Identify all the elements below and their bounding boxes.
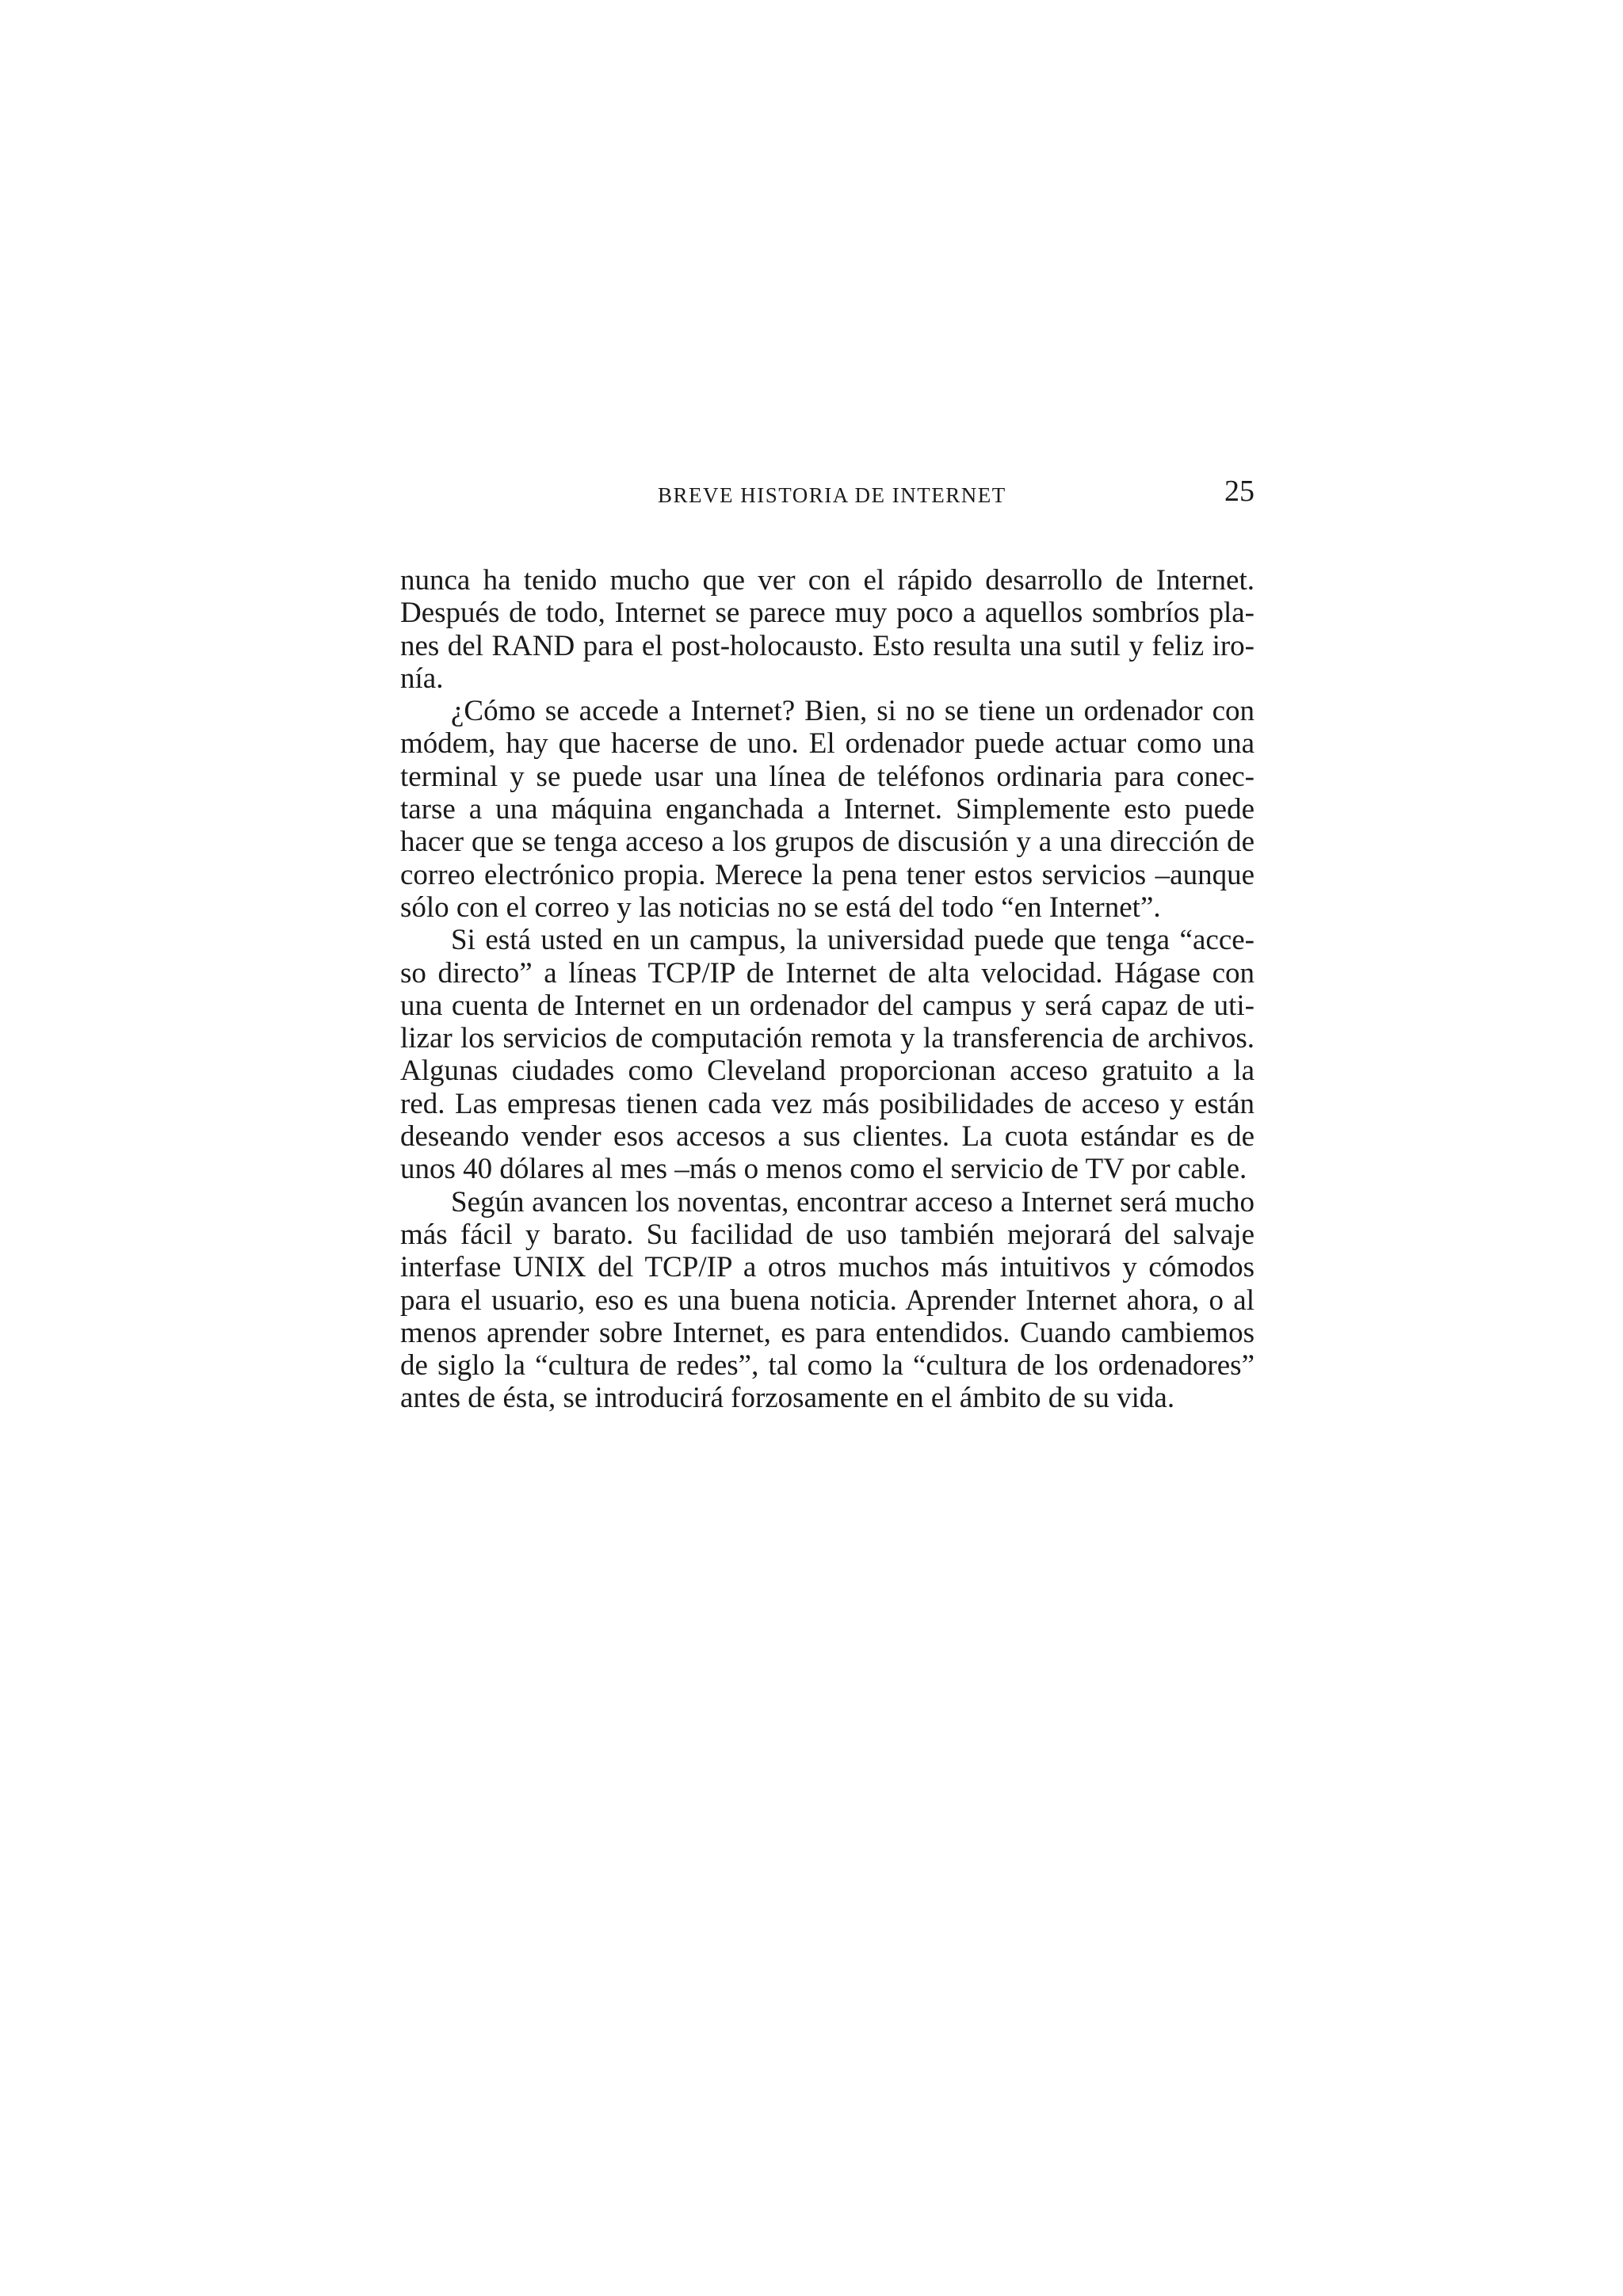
text-line: una cuenta de Internet en un ordenador del campus y será capaz de uti- xyxy=(400,989,1254,1022)
text-line: Después de todo, Internet se parece muy poco a aquellos sombríos pla- xyxy=(400,597,1254,630)
text-line: hacer que se tenga acceso a los grupos de discusión y a una dirección de xyxy=(400,826,1254,859)
text-line: lizar los servicios de computación remota y la transferencia de archivos. xyxy=(400,1022,1254,1055)
page-number: 25 xyxy=(1224,475,1254,508)
text-line: correo electrónico propia. Merece la pena tener estos servicios –aunque xyxy=(400,858,1254,891)
text-line: más fácil y barato. Su facilidad de uso también mejorará del salvaje xyxy=(400,1218,1254,1251)
text-line: so directo” a líneas TCP/IP de Internet de alta velocidad. Hágase con xyxy=(400,956,1254,990)
text-line: ¿Cómo se accede a Internet? Bien, si no se tiene un ordenador con xyxy=(451,695,1254,728)
text-line: antes de ésta, se introducirá forzosamente en el ámbito de su vida. xyxy=(400,1382,1175,1415)
text-line: unos 40 dólares al mes –más o menos como el servicio de TV por cable. xyxy=(400,1153,1247,1186)
text-line: terminal y se puede usar una línea de teléfonos ordinaria para conec- xyxy=(400,760,1254,793)
text-line: Algunas ciudades como Cleveland proporcionan acceso gratuito a la xyxy=(400,1055,1254,1088)
paragraph-4 xyxy=(400,1186,1254,1415)
text-line: de siglo la “cultura de redes”, tal como la “cultura de los ordenadores” xyxy=(400,1349,1254,1383)
text-line: red. Las empresas tienen cada vez más posibilidades de acceso y están xyxy=(400,1087,1254,1120)
text-line: sólo con el correo y las noticias no se está del todo “en Internet”. xyxy=(400,891,1161,924)
text-line: interfase UNIX del TCP/IP a otros muchos más intuitivos y cómodos xyxy=(400,1251,1254,1284)
text-line: nes del RAND para el post-holocausto. Esto resulta una sutil y feliz iro- xyxy=(400,629,1254,662)
paragraph-1 xyxy=(400,564,1254,695)
text-line: tarse a una máquina enganchada a Internet. Simplemente esto puede xyxy=(400,793,1254,826)
paragraph-3 xyxy=(400,924,1254,1185)
text-line: módem, hay que hacerse de uno. El ordenador puede actuar como una xyxy=(400,727,1254,761)
body-text xyxy=(400,564,1254,1415)
text-line: Si está usted en un campus, la universidad puede que tenga “acce- xyxy=(451,924,1254,957)
text-line: nía. xyxy=(400,662,444,695)
running-head xyxy=(400,474,1254,513)
text-line: menos aprender sobre Internet, es para entendidos. Cuando cambiemos xyxy=(400,1316,1254,1349)
running-title: BREVE HISTORIA DE INTERNET xyxy=(658,483,1006,507)
text-line: nunca ha tenido mucho que ver con el rápido desarrollo de Internet. xyxy=(400,564,1254,597)
paragraph-2 xyxy=(400,695,1254,924)
text-line: Según avancen los noventas, encontrar acceso a Internet será mucho xyxy=(451,1185,1254,1219)
text-line: deseando vender esos accesos a sus clientes. La cuota estándar es de xyxy=(400,1120,1254,1154)
text-line: para el usuario, eso es una buena noticia. Aprender Internet ahora, o al xyxy=(400,1283,1254,1317)
